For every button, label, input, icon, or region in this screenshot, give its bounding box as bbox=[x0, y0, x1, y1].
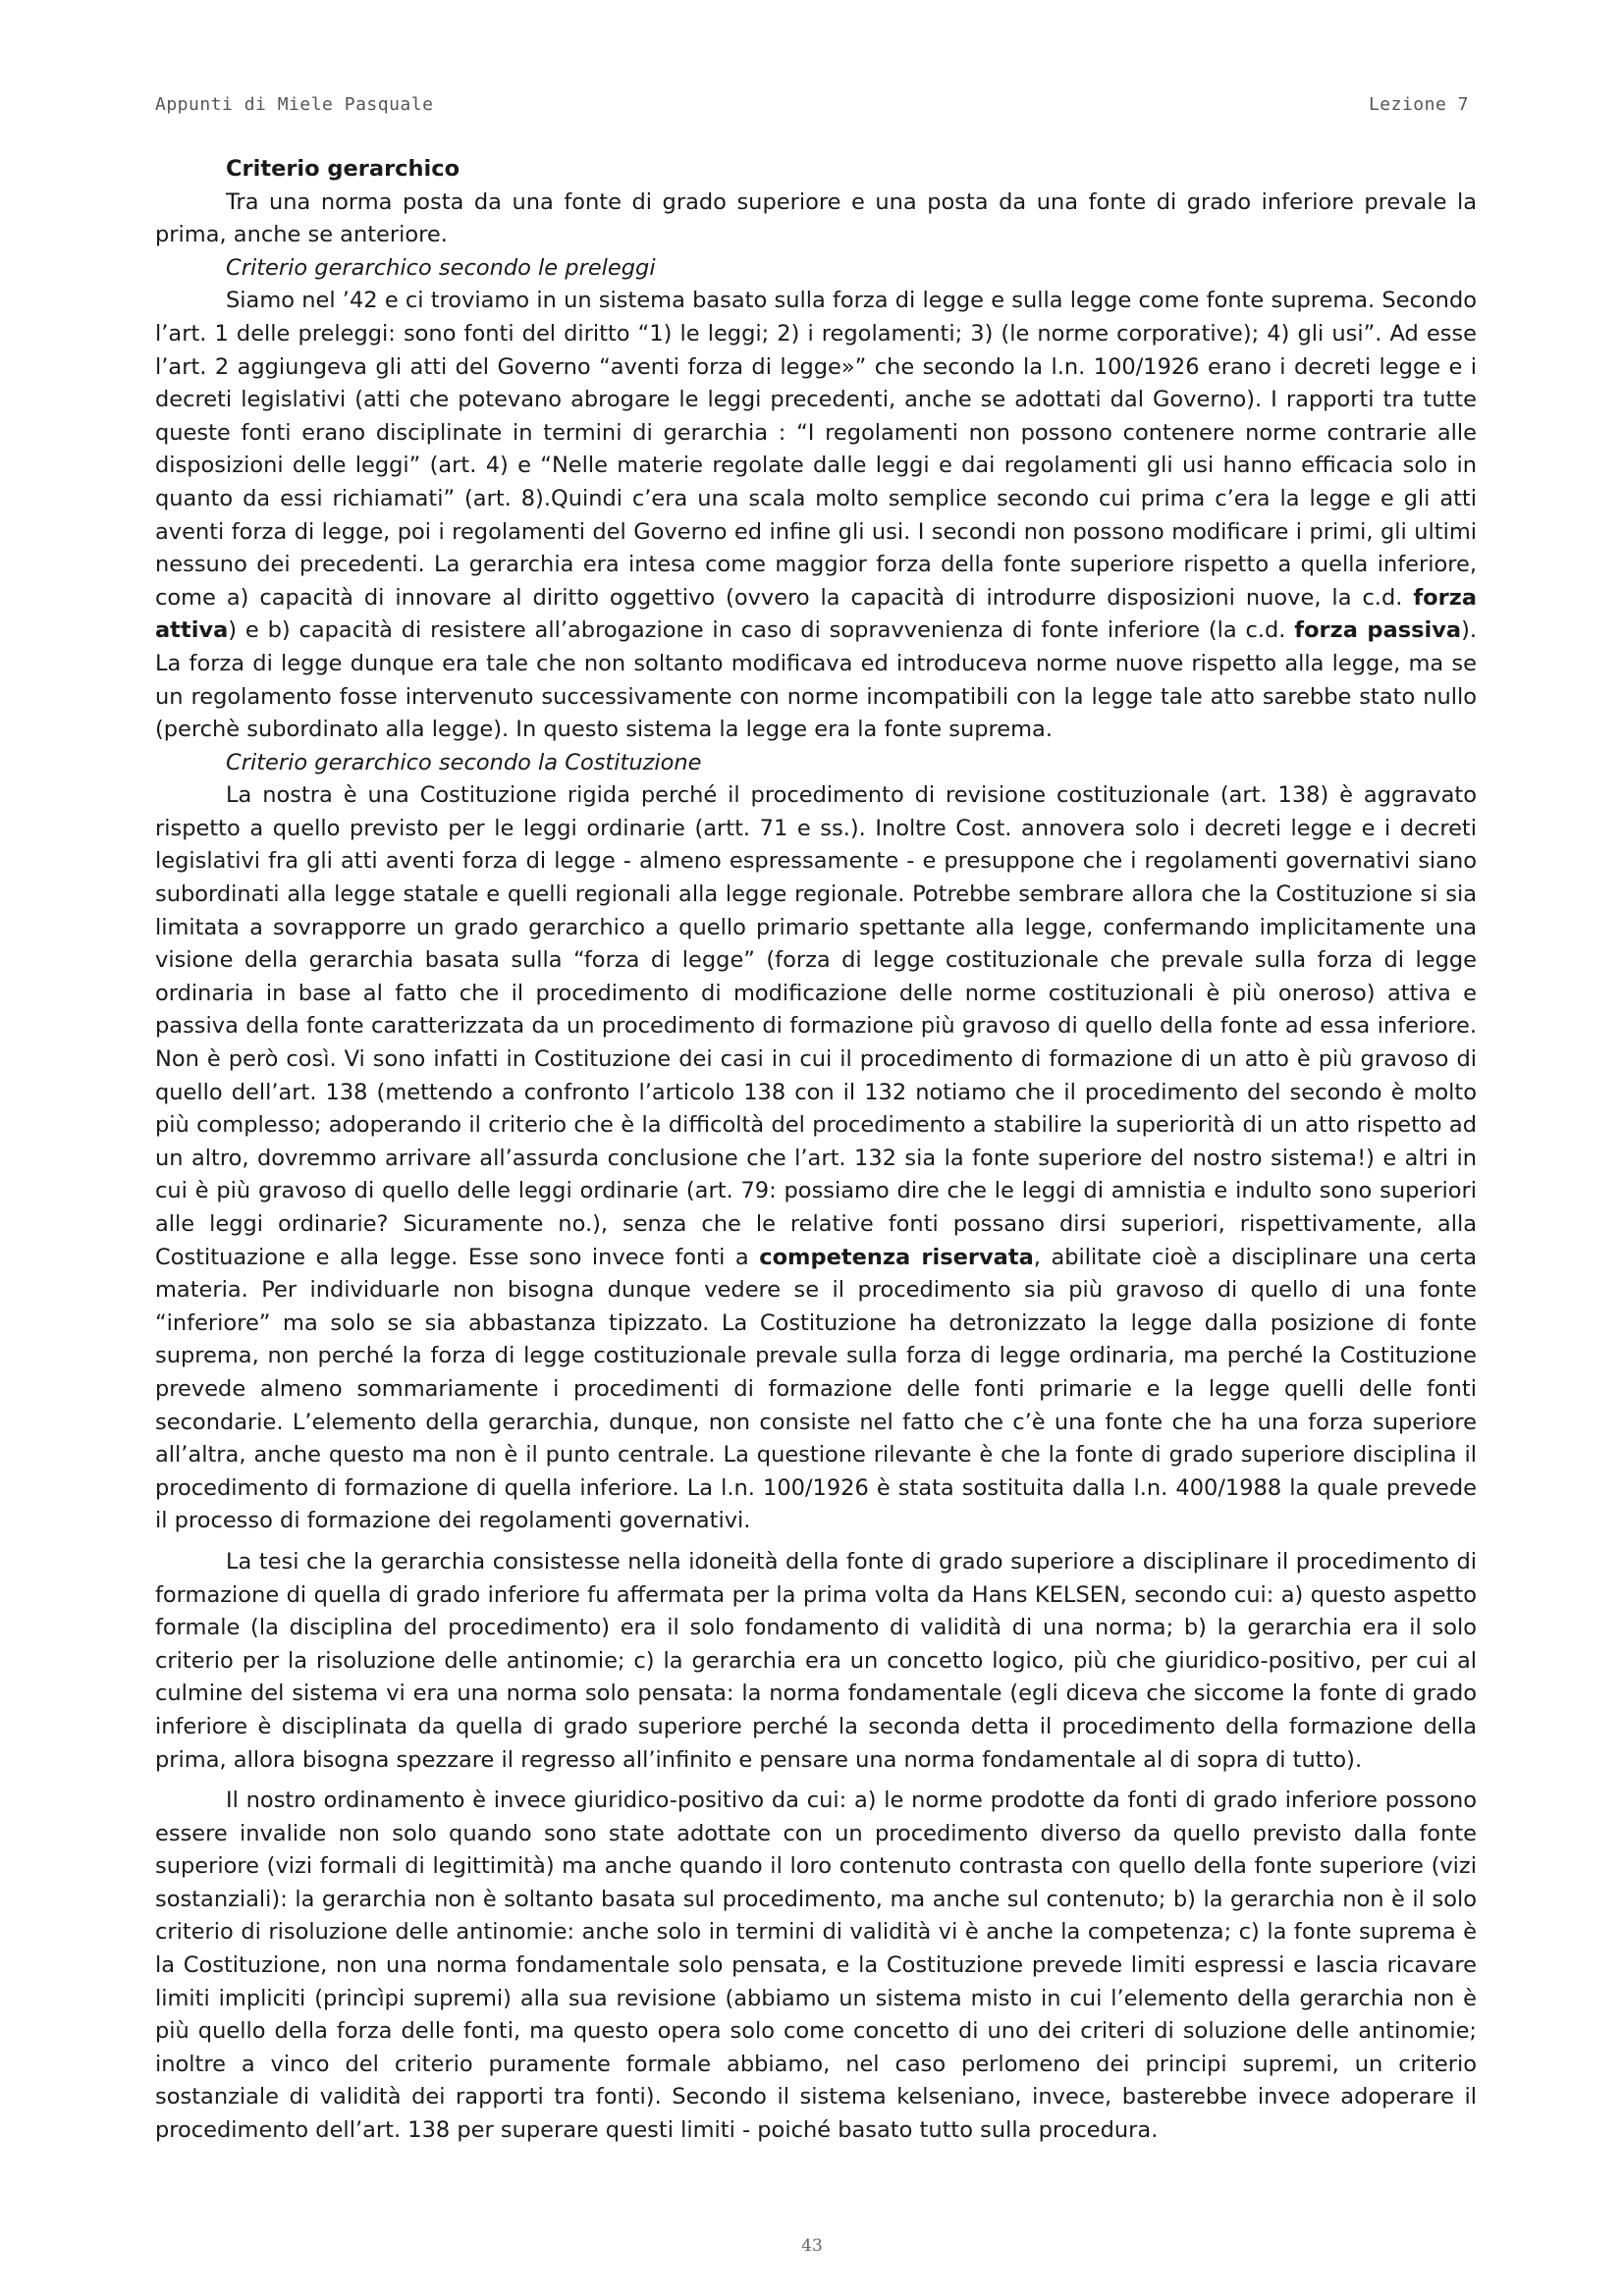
text-run: ). La forza di legge dunque era tale che non soltanto modificava ed introduceva norme nuove rispetto alla legge, ma se un regolamento fosse intervenuto successivamente con norme incompatibili con la legge tale atto sarebbe stato nullo (perchè subordinato alla legge). In questo sistema la legge era la fonte suprema. bbox=[155, 617, 1478, 743]
subsection-title-costituzione: Criterio gerarchico secondo la Costituzione bbox=[226, 749, 702, 775]
paragraph-preleggi bbox=[155, 285, 1477, 746]
body-text bbox=[155, 153, 1477, 2148]
header-author: Appunti di Miele Pasquale bbox=[155, 94, 434, 115]
bold-term-forza-passiva: forza passiva bbox=[1294, 617, 1462, 644]
text-run: Siamo nel ’42 e ci troviamo in un sistema basato sulla forza di legge e sulla legge come fonte suprema. Secondo l’art. 1 delle preleggi: sono fonti del diritto “1) le leggi; 2) i regolamenti; 3) (le norme corporative); 4) gli usi”. Ad esse l’art. 2 aggiungeva gli atti del Governo “aventi forza di legge»” che secondo la l.n. 100/1926 erano i decreti legge e i decreti legislativi (atti che potevano abrogare le leggi precedenti, anche se adottati dal Governo). I rapporti tra tutte queste fonti erano disciplinate in termini di gerarchia : “I regolamenti non possono contenere norme contrarie alle disposizioni delle leggi” (art. 4) e “Nelle materie regolate dalle leggi e dai regolamenti gli usi hanno efficacia solo in quanto da essi richiamati” (art. 8).Quindi c’era una scala molto semplice secondo cui prima c’era la legge e gli atti aventi forza di legge, poi i regolamenti del Governo ed infine gli usi. I secondi non possono modificare i primi, gli ultimi nessuno dei precedenti. La gerarchia era intesa come maggior forza della fonte superiore rispetto a quella inferiore, come a) capacità di innovare al diritto oggettivo (ovvero la capacità di introdurre disposizioni nuove, la c.d. bbox=[155, 288, 1477, 611]
text-run: La nostra è una Costituzione rigida perché il procedimento di revisione costituzionale (art. 138) è aggravato rispetto a quello previsto per le leggi ordinarie (artt. 71 e ss.). Inoltre Cost. annovera solo i decreti legge e i decreti legislativi fra gli atti aventi forza di legge - almeno espressamente - e presuppone che i regolamenti governativi siano subordinati alla legge statale e quelli regionali alla legge regionale. Potrebbe sembrare allora che la Costituzione si sia limitata a sovrapporre un grado gerarchico a quello primario spettante alla legge, confermando implicitamente una visione della gerarchia basata sulla “forza di legge” (forza di legge costituzionale che prevale sulla forza di legge ordinaria in base al fatto che il procedimento di modificazione delle norme costituzionali è più oneroso) attiva e passiva della fonte caratterizzata da un procedimento di formazione più gravoso di quello della fonte ad essa inferiore. Non è però così. Vi sono infatti in Costituzione dei casi in cui il procedimento di formazione di un atto è più gravoso di quello dell’art. 138 (mettendo a confronto l’articolo 138 con il 132 notiamo che il procedimento del secondo è molto più complesso; adoperando il criterio che è la difficoltà del procedimento a stabilire la superiorità di un atto rispetto ad un altro, dovremmo arrivare all’assurda conclusione che l’art. 132 sia la fonte superiore del nostro sistema!) e altri in cui è più gravoso di quello delle leggi ordinarie (art. 79: possiamo dire che le leggi di amnistia e indulto sono superiori alle leggi ordinarie? Sicuramente no.), senza che le relative fonti possano dirsi superiori, rispettivamente, alla Costituazione e alla legge. Esse sono invece fonti a bbox=[155, 782, 1477, 1270]
header-lesson: Lezione 7 bbox=[1368, 94, 1469, 115]
paragraph-gap bbox=[155, 1538, 1477, 1546]
paragraph-costituzione bbox=[155, 779, 1477, 1538]
subsection-title-preleggi: Criterio gerarchico secondo le preleggi bbox=[226, 254, 656, 281]
section-title: Criterio gerarchico bbox=[226, 156, 460, 182]
text-run: ) e b) capacità di resistere all’abrogazione in caso di sopravvenienza di fonte inferiore (la c.d. bbox=[228, 617, 1295, 644]
bold-term-competenza-riservata: competenza riservata bbox=[759, 1244, 1034, 1270]
paragraph-ordinamento: Il nostro ordinamento è invece giuridico-positivo da cui: a) le norme prodotte da fonti di grado inferiore possono essere invalide non solo quando sono state adottate con un procedimento diverso da quello previsto dalla fonte superiore (vizi formali di legittimità) ma anche quando il loro contenuto contrasta con quello della fonte superiore (vizi sostanziali): la gerarchia non è soltanto basata sul procedimento, ma anche sul contenuto; b) la gerarchia non è il solo criterio di risoluzione delle antinomie: anche solo in termini di validità vi è anche la competenza; c) la fonte suprema è la Costituzione, non una norma fondamentale solo pensata, e la Costituzione prevede limiti espressi e lascia ricavare limiti impliciti (princìpi supremi) alla sua revisione (abbiamo un sistema misto in cui l’elemento della gerarchia non è più quello della forza delle fonti, ma questo opera solo come concetto di uno dei criteri di soluzione delle antinomie; inoltre a vinco del criterio puramente formale abbiamo, nel caso perlomeno dei principi supremi, un criterio sostanziale di validità dei rapporti tra fonti). Secondo il sistema kelseniano, invece, basterebbe invece adoperare il procedimento dell’art. 138 per superare questi limiti - poiché basato tutto sulla procedura. bbox=[155, 1788, 1477, 2144]
text-run: , abilitate cioè a disciplinare una certa materia. Per individuarle non bisogna dunque vedere se il procedimento sia più gravoso di quello di una fonte “inferiore” ma solo se sia abbastanza tipizzato. La Costituzione ha detronizzato la legge dalla posizione di fonte suprema, non perché la forza di legge costituzionale prevale sulla forza di legge ordinaria, ma perché la Costituzione prevede almeno sommariamente i procedimenti di formazione delle fonti primarie e la legge quelli delle fonti secondarie. L’elemento della gerarchia, dunque, non consiste nel fatto che c’è una fonte che ha una forza superiore all’altra, anche questo ma non è il punto centrale. La questione rilevante è che la fonte di grado superiore disciplina il procedimento di formazione di quella inferiore. La l.n. 100/1926 è stata sostituita dalla l.n. 400/1988 la quale prevede il processo di formazione dei regolamenti governativi. bbox=[155, 1244, 1477, 1534]
paragraph-intro: Tra una norma posta da una fonte di grado superiore e una posta da una fonte di grado inferiore prevale la prima, anche se anteriore. bbox=[155, 188, 1477, 248]
paragraph-kelsen: La tesi che la gerarchia consistesse nella idoneità della fonte di grado superiore a disciplinare il procedimento di formazione di quella di grado inferiore fu affermata per la prima volta da Hans KELSEN, secondo cui: a) questo aspetto formale (la disciplina del procedimento) era il solo fondamento di validità di una norma; b) la gerarchia era il solo criterio per la risoluzione delle antinomie; c) la gerarchia era un concetto logico, più che giuridico-positivo, per cui al culmine del sistema vi era una norma solo pensata: la norma fondamentale (egli diceva che siccome la fonte di grado inferiore è disciplinata da quella di grado superiore perché la seconda detta il procedimento della formazione della prima, allora bisogna spezzare il regresso all’infinito e pensare una norma fondamentale al di sopra di tutto). bbox=[155, 1548, 1477, 1773]
paragraph-gap bbox=[155, 1777, 1477, 1785]
bold-term-forza-attiva: forza attiva bbox=[155, 584, 1477, 644]
page-number: 43 bbox=[801, 2236, 823, 2256]
